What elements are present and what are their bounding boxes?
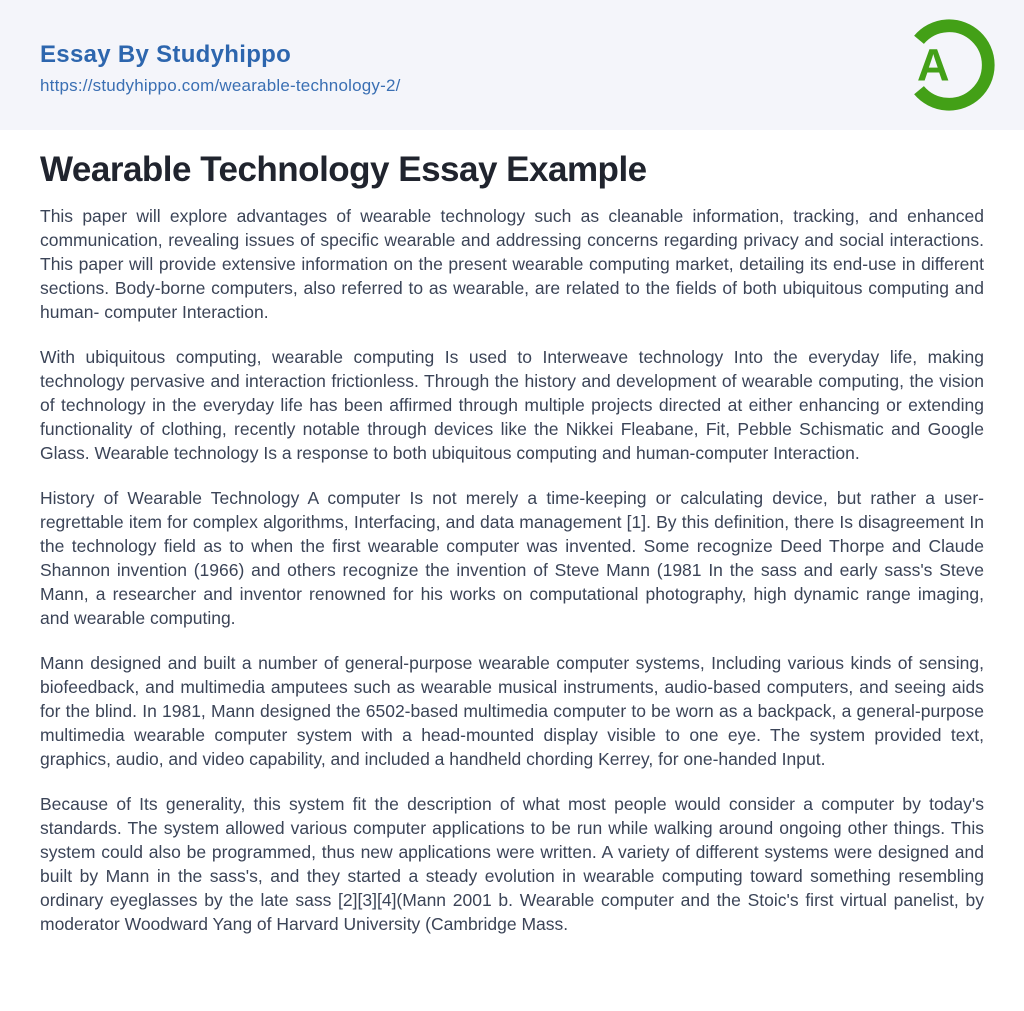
- page-header: [0, 0, 1024, 130]
- essay-content: [0, 130, 1024, 936]
- essay-paragraph-2: With ubiquitous computing, wearable computing Is used to Interweave technology Into the everyday life, making technology pervasive and interaction frictionless. Through the history and development of wearable computing, the vision of technology in the everyday life has been affirmed through multiple projects directed at either enhancing or extending functionality of clothing, recently notable through devices like the Nikkei Fleabane, Fit, Pebble Schismatic and Google Glass. Wearable technology Is a response to both ubiquitous computing and human-computer Interaction.: [40, 347, 984, 463]
- essay-paragraph-5: Because of Its generality, this system fit the description of what most people would consider a computer by today's standards. The system allowed various computer applications to be run while walking around ongoing other things. This system could also be programmed, thus new applications were written. A variety of different systems were designed and built by Mann in the sass's, and they started a steady evolution in wearable computing toward something resembling ordinary eyeglasses by the late sass [2][3][4](Mann 2001 b. Wearable computer and the Stoic's first virtual panelist, by moderator Woodward Yang of Harvard University (Cambridge Mass.: [40, 794, 984, 934]
- site-title: Essay By Studyhippo: [40, 40, 292, 68]
- header-text-block: [40, 35, 401, 96]
- essay-paragraph-3: History of Wearable Technology A computer Is not merely a time-keeping or calculating device, but rather a user-regrettable item for complex algorithms, Interfacing, and data management [1]. By this definition, there Is disagreement In the technology field as to when the first wearable computer was invented. Some recognize Deed Thorpe and Claude Shannon invention (1966) and others recognize the invention of Steve Mann (1981 In the sass and early sass's Steve Mann, a researcher and inventor renowned for his works on computational photography, high dynamic range imaging, and wearable computing.: [40, 488, 984, 628]
- studyhippo-logo-icon: [900, 16, 998, 114]
- essay-title: Wearable Technology Essay Example: [40, 150, 647, 189]
- logo-letter: A: [917, 39, 950, 91]
- page-url-link[interactable]: https://studyhippo.com/wearable-technology-2/: [40, 75, 401, 95]
- essay-paragraph-4: Mann designed and built a number of general-purpose wearable computer systems, Including various kinds of sensing, biofeedback, and multimedia amputees such as wearable musical instruments, audio-based computers, and seeing aids for the blind. In 1981, Mann designed the 6502-based multimedia computer to be worn as a backpack, a general-purpose multimedia wearable computer system with a head-mounted display visible to one eye. The system provided text, graphics, audio, and video capability, and included a handheld chording Kerrey, for one-handed Input.: [40, 653, 984, 769]
- essay-paragraph-1: This paper will explore advantages of wearable technology such as cleanable information, tracking, and enhanced communication, revealing issues of specific wearable and addressing concerns regarding privacy and social interactions. This paper will provide extensive information on the present wearable computing market, detailing its end-use in different sections. Body-borne computers, also referred to as wearable, are related to the fields of both ubiquitous computing and human- computer Interaction.: [40, 206, 984, 322]
